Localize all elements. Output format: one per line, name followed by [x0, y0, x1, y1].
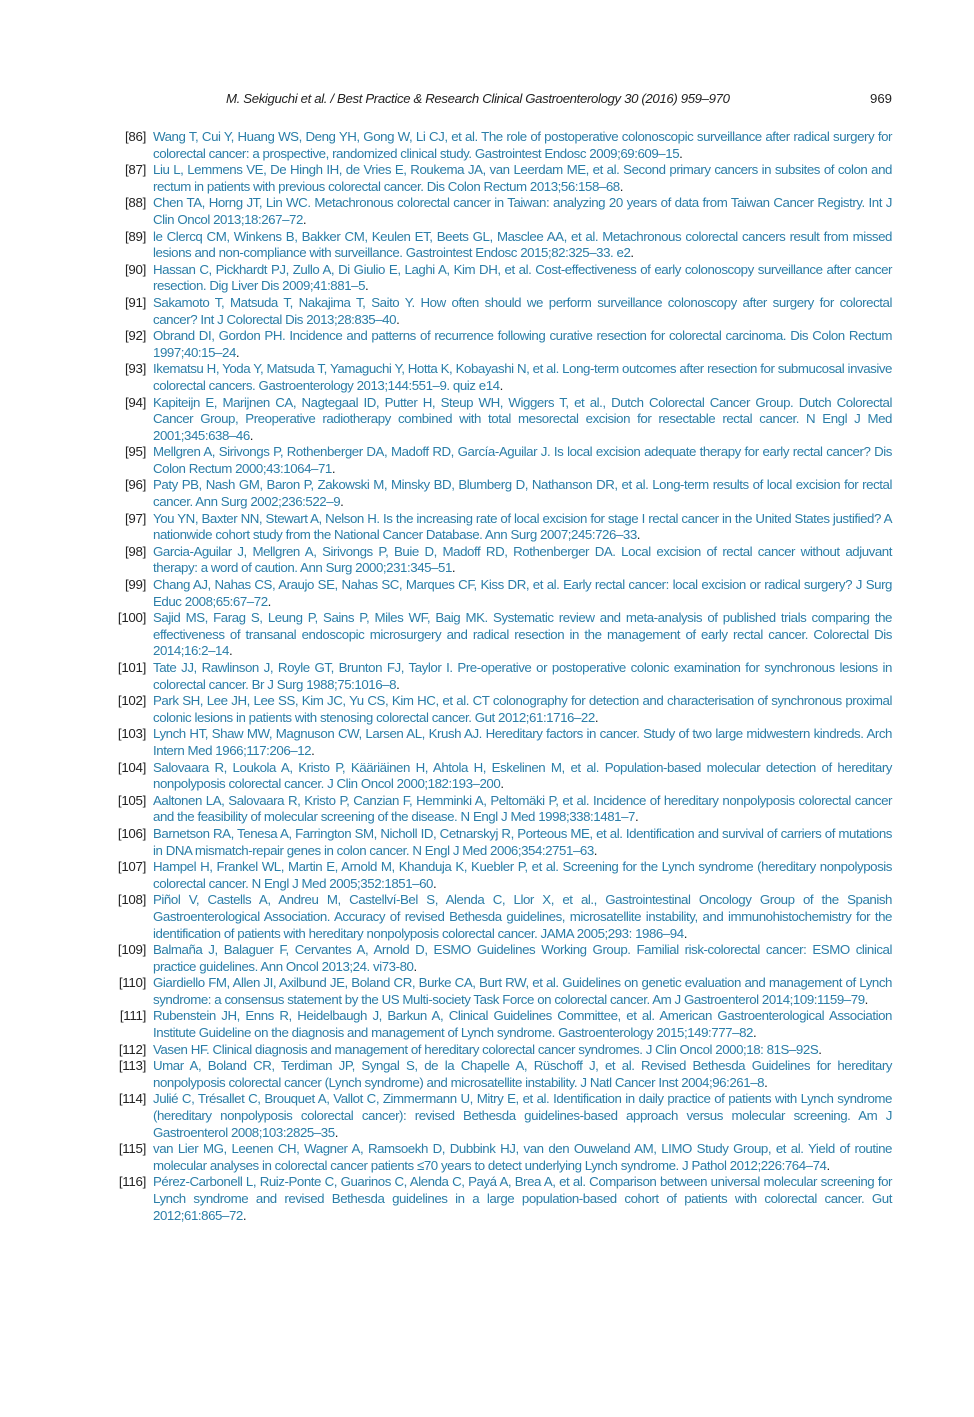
reference-period: . — [228, 643, 233, 659]
reference-link[interactable]: Hampel H, Frankel WL, Martin E, Arnold M, Khanduja K, Kuebler P, et al. Screening for the Lynch syndrome (hereditary nonpolyposis colorectal cancer. N Engl J Med 2005;352:1851–60 — [153, 859, 892, 891]
reference-link[interactable]: Lynch HT, Shaw MW, Magnuson CW, Larsen AL, Krush AJ. Hereditary factors in cancer. Study of two large midwestern kindreds. Arch Intern Med 1966;117:206–12 — [153, 726, 892, 758]
reference-list — [110, 129, 892, 1224]
reference-period: . — [334, 1124, 338, 1140]
reference-item — [110, 477, 892, 510]
reference-item — [110, 1141, 892, 1174]
reference-number: [98] — [125, 543, 146, 559]
reference-number: [86] — [125, 129, 146, 144]
reference-item — [110, 361, 892, 394]
reference-period: . — [818, 1041, 822, 1057]
reference-number: [112] — [118, 1041, 146, 1057]
reference-link[interactable]: Julié C, Trésallet C, Brouquet A, Vallot C, Zimmermann U, Mitry E, et al. Identification in daily practice of patients with Lynch syndrome (hereditary nonpolyposis colorectal cancer): revised Bethesda guidelines-based approach versus molecular screening. Am J Gastroenterol 2008;103:2825–35 — [153, 1091, 892, 1140]
reference-item — [110, 975, 892, 1008]
reference-link[interactable]: Rubenstein JH, Enns R, Heidelbaugh J, Barkun A, Clinical Guidelines Committee, et al. American Gastroenterological Association Institute Guideline on the diagnosis and management of Lynch syndrome. Gastroenterology 2015;149:777–82 — [153, 1008, 892, 1041]
reference-link[interactable]: Sajid MS, Farag S, Leung P, Sains P, Miles WF, Baig MK. Systematic review and meta-analysis of published trials comparing the effectiveness of transanal endoscopic microsurgery and radical resection in the management of early rectal cancer. Colorectal Dis 2014;16:2–14 — [153, 610, 892, 659]
reference-item — [110, 1091, 892, 1141]
reference-item — [110, 826, 892, 859]
reference-item — [110, 793, 892, 826]
reference-item — [110, 295, 892, 328]
reference-period: . — [267, 593, 271, 609]
reference-number: [115] — [118, 1141, 146, 1157]
reference-number: [116] — [118, 1174, 146, 1190]
reference-link[interactable]: Pérez-Carbonell L, Ruiz-Ponte C, Guarinos C, Alenda C, Payá A, Brea A, et al. Comparison between universal molecular screening for Lynch syndrome and revised Bethesda guidelines in a large population-based cohort of patients with colorectal cancer. Gut 2012;61:865–72 — [153, 1174, 892, 1223]
reference-link[interactable]: Barnetson RA, Tenesa A, Farrington SM, Nicholl ID, Cetnarskyj R, Porteous ME, et al. Identification and survival of carriers of mutations in DNA mismatch-repair genes in colon cancer. N Engl J Med 2006;354:2751–63 — [153, 825, 892, 858]
reference-item — [110, 444, 892, 477]
reference-period: . — [636, 527, 641, 543]
reference-number: [106] — [117, 825, 146, 841]
reference-period: . — [619, 178, 623, 194]
reference-period: . — [311, 742, 315, 758]
reference-period: . — [752, 1025, 757, 1041]
reference-item — [110, 195, 892, 228]
reference-number: [111] — [119, 1008, 146, 1024]
reference-item — [110, 262, 892, 295]
reference-period: . — [433, 875, 437, 891]
reference-number: [99] — [125, 577, 146, 593]
reference-period: . — [242, 1207, 247, 1223]
reference-period: . — [302, 211, 307, 227]
reference-period: . — [683, 925, 687, 941]
reference-item — [110, 610, 892, 660]
reference-item — [110, 544, 892, 577]
reference-period: . — [340, 494, 344, 510]
reference-number: [110] — [118, 975, 146, 991]
reference-number: [89] — [125, 228, 146, 244]
reference-number: [103] — [117, 726, 146, 742]
reference-link[interactable]: Park SH, Lee JH, Lee SS, Kim JC, Yu CS, Kim HC, et al. CT colonography for detection and characterisation of synchronous proximal colonic lesions in patients with stenosing colorectal cancer. Gut 2012;61:1716–22 — [153, 693, 892, 725]
reference-item — [110, 1042, 892, 1059]
reference-item — [110, 760, 892, 793]
reference-item — [110, 1008, 892, 1041]
reference-link[interactable]: Chen TA, Horng JT, Lin WC. Metachronous colorectal cancer in Taiwan: analyzing 20 years of data from Taiwan Cancer Registry. Int J Clin Oncol 2013;18:267–72 — [153, 195, 892, 227]
reference-number: [88] — [125, 195, 146, 211]
reference-item — [110, 511, 892, 544]
reference-period: . — [630, 245, 634, 261]
reference-period: . — [451, 560, 456, 576]
reference-period: . — [235, 344, 240, 360]
reference-period: . — [499, 377, 503, 393]
reference-period: . — [593, 842, 598, 858]
reference-item — [110, 726, 892, 759]
reference-number: [101] — [117, 660, 146, 675]
reference-link[interactable]: van Lier MG, Leenen CH, Wagner A, Ramsoekh D, Dubbink HJ, van den Ouweland AM, LIMO Study Group, et al. Yield of routine molecular analyses in colorectal cancer patients ≤70 years to detect underlying Lynch syndrome. J Pathol 2012;226:764–74 — [153, 1141, 892, 1173]
reference-link[interactable]: Obrand DI, Gordon PH. Incidence and patterns of recurrence following curative resection for colorectal carcinoma. Dis Colon Rectum 1997;40:15–24 — [153, 328, 892, 360]
reference-period: . — [764, 1074, 768, 1090]
reference-link[interactable]: le Clercq CM, Winkens B, Bakker CM, Keulen ET, Beets GL, Masclee AA, et al. Metachronous colorectal cancers result from missed lesions and non-compliance with surveillance. Gastrointest Endosc 2015;82:325–33. e2 — [153, 228, 892, 261]
reference-number: [105] — [117, 792, 146, 808]
reference-link[interactable]: Liu L, Lemmens VE, De Hingh IH, de Vries E, Roukema JA, van Leerdam ME, et al. Second primary cancers in subsites of colon and rectum in patients with previous colorectal cancer. Dis Colon Rectum 2013;56:158–68 — [153, 162, 892, 194]
reference-link[interactable]: Vasen HF. Clinical diagnosis and management of hereditary colorectal cancer syndromes. J Clin Oncol 2000;18: 81S–92S — [153, 1041, 819, 1057]
reference-link[interactable]: Piñol V, Castells A, Andreu M, Castellví-Bel S, Alenda C, Llor X, et al., Gastrointestinal Oncology Group of the Spanish Gastroenterological Association. Accuracy of revised Bethesda guidelines, microsatellite instability, and immunohistochemistry for the identification of patients with hereditary nonpolyposis colorectal cancer. JAMA 2005;293: 1986–94 — [153, 892, 892, 941]
reference-number: [114] — [118, 1091, 146, 1107]
reference-number: [93] — [125, 361, 146, 377]
reference-period: . — [365, 278, 369, 294]
reference-link[interactable]: Chang AJ, Nahas CS, Araujo SE, Nahas SC, Marques CF, Kiss DR, et al. Early rectal cancer: local excision or radical surgery? J Surg Educ 2008;65:67–72 — [153, 577, 892, 609]
reference-number: [94] — [125, 394, 146, 410]
reference-number: [108] — [117, 892, 146, 908]
reference-period: . — [249, 427, 254, 443]
reference-period: . — [864, 991, 868, 1007]
reference-number: [102] — [117, 693, 146, 709]
reference-link[interactable]: You YN, Baxter NN, Stewart A, Nelson H. Is the increasing rate of local excision for stage I rectal cancer in the United States justified? A nationwide cohort study from the National Cancer Database. Ann Surg 2007;245:726–33 — [153, 510, 892, 543]
reference-number: [107] — [117, 859, 146, 875]
reference-number: [92] — [125, 328, 146, 344]
reference-number: [96] — [125, 477, 146, 493]
reference-item — [110, 395, 892, 445]
reference-period: . — [634, 809, 639, 825]
reference-item — [110, 577, 892, 610]
page-number: 969 — [869, 91, 892, 106]
reference-item — [110, 859, 892, 892]
reference-period: . — [396, 676, 400, 692]
reference-item — [110, 328, 892, 361]
reference-link[interactable]: Salovaara R, Loukola A, Kristo P, Kääriäinen H, Ahtola H, Eskelinen M, et al. Population-based molecular detection of hereditary nonpolyposis colorectal cancer. J Clin Oncol 2000;182:193–200 — [153, 759, 892, 792]
reference-number: [113] — [118, 1058, 146, 1074]
reference-period: . — [396, 311, 400, 327]
running-header — [0, 91, 974, 109]
reference-link[interactable]: Aaltonen LA, Salovaara R, Kristo P, Canzian F, Hemminki A, Peltomäki P, et al. Incidence of hereditary nonpolyposis colorectal cancer and the feasibility of molecular screening of the disease. N Engl J Med 1998;338:1481–7 — [153, 792, 892, 825]
reference-link[interactable]: Umar A, Boland CR, Terdiman JP, Syngal S, de la Chapelle A, Rüschoff J, et al. Revised Bethesda Guidelines for hereditary nonpolyposis colorectal cancer (Lynch syndrome) and microsatellite instability. J Natl Cancer Inst 2004;96:261–8 — [153, 1058, 892, 1090]
reference-number: [90] — [125, 261, 146, 277]
reference-item — [110, 162, 892, 195]
reference-period: . — [679, 145, 683, 161]
reference-link[interactable]: Giardiello FM, Allen JI, Axilbund JE, Boland CR, Burke CA, Burt RW, et al. Guidelines on genetic evaluation and management of Lynch syndrome: a consensus statement by the US Multi-society Task Force on colorectal cancer. Am J Gastroenterol 2014;109:1159–79 — [153, 975, 892, 1007]
reference-number: [95] — [125, 444, 146, 460]
reference-item — [110, 892, 892, 942]
reference-period: . — [594, 709, 599, 725]
reference-number: [100] — [117, 610, 146, 626]
reference-item — [110, 1058, 892, 1091]
reference-period: . — [826, 1157, 830, 1173]
reference-item — [110, 942, 892, 975]
reference-link[interactable]: Ikematsu H, Yoda Y, Matsuda T, Yamaguchi Y, Hotta K, Kobayashi N, et al. Long-term outcomes after resection for submucosal invasive colorectal cancers. Gastroenterology 2013;144:551–9. quiz e14 — [153, 361, 892, 393]
reference-item — [110, 1174, 892, 1224]
reference-link[interactable]: Wang T, Cui Y, Huang WS, Deng YH, Gong W, Li CJ, et al. The role of postoperative colonoscopic surveillance after radical surgery for colorectal cancer: a prospective, randomized clinical study. Gastrointest Endosc 2009;69:609–15 — [153, 129, 892, 161]
reference-item — [110, 229, 892, 262]
journal-citation: M. Sekiguchi et al. / Best Practice & Research Clinical Gastroenterology 30 (2016) 959–970 — [226, 91, 730, 106]
reference-link[interactable]: Hassan C, Pickhardt PJ, Zullo A, Di Giulio E, Laghi A, Kim DH, et al. Cost-effectiveness of early colonoscopy surveillance after cancer resection. Dig Liver Dis 2009;41:881–5 — [153, 261, 892, 294]
reference-period: . — [413, 958, 417, 974]
reference-number: [87] — [125, 162, 146, 178]
reference-number: [97] — [125, 510, 146, 526]
reference-link[interactable]: Paty PB, Nash GM, Baron P, Zakowski M, Minsky BD, Blumberg D, Nathanson DR, et al. Long-term results of local excision for rectal cancer. Ann Surg 2002;236:522–9 — [153, 477, 892, 510]
reference-link[interactable]: Mellgren A, Sirivongs P, Rothenberger DA, Madoff RD, García-Aguilar J. Is local excision adequate therapy for early rectal cancer? Dis Colon Rectum 2000;43:1064–71 — [153, 444, 892, 476]
reference-link[interactable]: Balmaña J, Balaguer F, Cervantes A, Arnold D, ESMO Guidelines Working Group. Familial risk-colorectal cancer: ESMO clinical practice guidelines. Ann Oncol 2013;24. vi73-80 — [153, 942, 892, 974]
reference-link[interactable]: Garcia-Aguilar J, Mellgren A, Sirivongs P, Buie D, Madoff RD, Rothenberger DA. Local excision of rectal cancer without adjuvant therapy: a word of caution. Ann Surg 2000;231:345–51 — [153, 543, 892, 576]
reference-period: . — [500, 776, 504, 792]
reference-link[interactable]: Kapiteijn E, Marijnen CA, Nagtegaal ID, Putter H, Steup WH, Wiggers T, et al., Dutch Colorectal Cancer Group. Dutch Colorectal Cancer Group, Preoperative radiotherapy combined with total mesorectal excision for resectable rectal cancer. N Engl J Med 2001;345:638–46 — [153, 394, 892, 443]
reference-period: . — [331, 460, 336, 476]
reference-number: [91] — [125, 294, 146, 310]
reference-item — [110, 693, 892, 726]
reference-link[interactable]: Sakamoto T, Matsuda T, Nakajima T, Saito Y. How often should we perform surveillance colonoscopy after surgery for colorectal cancer? Int J Colorectal Dis 2013;28:835–40 — [153, 294, 892, 327]
reference-number: [104] — [117, 759, 146, 775]
reference-item — [110, 660, 892, 693]
reference-link[interactable]: Tate JJ, Rawlinson J, Royle GT, Brunton FJ, Taylor I. Pre-operative or postoperative colonic examination for synchronous lesions in colorectal cancer. Br J Surg 1988;75:1016–8 — [153, 660, 892, 692]
reference-item — [110, 129, 892, 162]
reference-number: [109] — [117, 942, 146, 958]
